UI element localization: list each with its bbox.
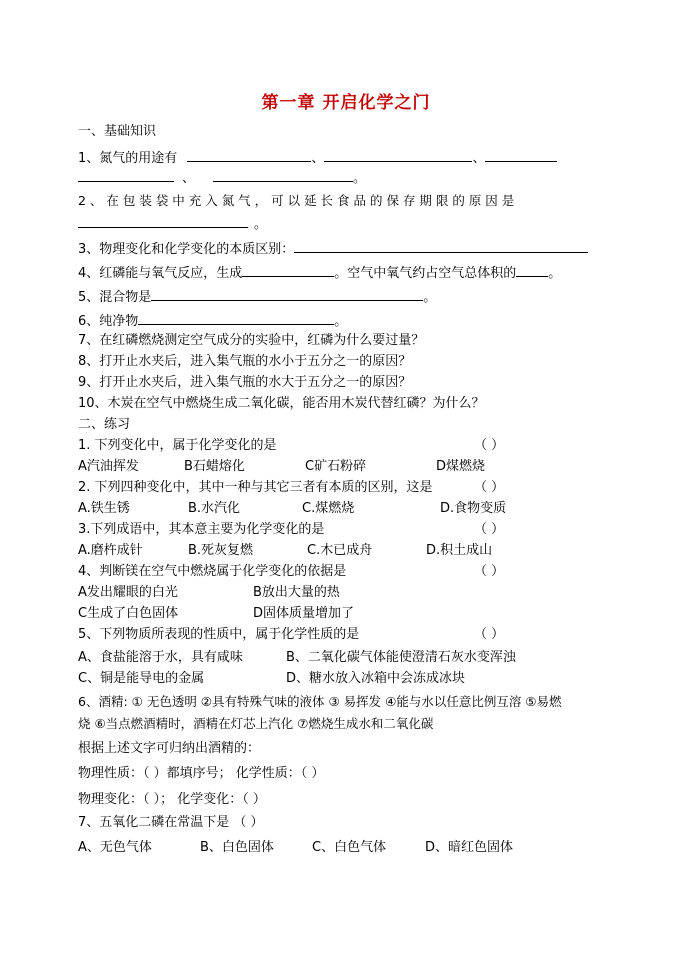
- question-9: 9、打开止水夹后，进入集气瓶的水大于五分之一的原因？: [78, 375, 412, 390]
- practice-6-line-1: 6、酒精: ① 无色透明 ②具有特殊气味的液体 ③ 易挥发 ④能与水以任意比例互溶 ⑤易燃: [78, 694, 562, 709]
- practice-1-stem: 1. 下列变化中，属于化学变化的是: [78, 438, 277, 453]
- question-6: 6、纯净物 。: [78, 314, 348, 329]
- question-8: 8、打开止水夹后，进入集气瓶的水小于五分之一的原因？: [78, 354, 412, 369]
- practice-4-option-d: D固体质量增加了: [253, 606, 355, 621]
- section-heading-basics: 一、基础知识: [78, 124, 157, 139]
- practice-4-option-b: B放出大量的热: [253, 585, 340, 600]
- practice-7-option-d: D、暗红色固体: [425, 840, 514, 855]
- practice-2-option-d: D.食物变质: [440, 501, 507, 516]
- question-2-line-1: 2 、 在 包 装 袋 中 充 入 氮 气 ， 可 以 延 长 食 品 的 保 存 期 限 的 原 因 是: [78, 193, 515, 208]
- question-3: 3、物理变化和化学变化的本质区别：: [78, 240, 588, 258]
- answer-blank: [242, 264, 334, 277]
- answer-parentheses: （ ）: [474, 438, 505, 453]
- practice-3-stem: 3.下列成语中，其本意主要为化学变化的是: [78, 522, 325, 537]
- question-4: 4、红磷能与氧气反应，生成 。空气中氧气约占空气总体积的 。: [78, 266, 562, 281]
- practice-7-option-c: C、白色气体: [312, 840, 387, 855]
- question-1-line-2: 、 。: [78, 169, 366, 187]
- practice-2-option-a: A.铁生锈: [78, 501, 130, 516]
- answer-blank: [78, 215, 248, 228]
- practice-5-option-b: B、二氧化碳气体能使澄清石灰水变浑浊: [286, 650, 516, 665]
- answer-blank: [151, 288, 423, 301]
- practice-5-option-c: C、铜是能导电的金属: [78, 671, 205, 686]
- answer-blank: [138, 312, 334, 325]
- question-7: 7、在红磷燃烧测定空气成分的实验中，红磷为什么要过量？: [78, 333, 425, 348]
- practice-7-stem: 7、五氧化二磷在常温下是 （ ）: [78, 815, 264, 830]
- practice-7-option-a: A、无色气体: [78, 840, 152, 855]
- practice-6-line-3: 根据上述文字可归纳出酒精的：: [78, 741, 261, 756]
- practice-3-option-a: A.磨杵成针: [78, 543, 143, 558]
- practice-6-line-4: 物理性质：（ ）都填序号； 化学性质：（ ）: [78, 766, 325, 781]
- question-10: 10、木炭在空气中燃烧生成二氧化碳，能否用木炭代替红磷？为什么？: [78, 396, 485, 411]
- practice-3-option-c: C.木已成舟: [307, 543, 373, 558]
- practice-1-option-d: D煤燃烧: [436, 459, 486, 474]
- answer-blank: [187, 149, 311, 162]
- practice-4-option-c: C生成了白色固体: [78, 606, 179, 621]
- answer-blank: [294, 240, 588, 253]
- practice-5-option-a: A、食盐能溶于水，具有咸味: [78, 650, 243, 665]
- answer-blank: [485, 149, 557, 162]
- question-1-line-1: 1、氮气的用途有 、 、: [78, 149, 557, 167]
- practice-2-option-b: B.水汽化: [188, 501, 241, 516]
- practice-1-option-a: A汽油挥发: [78, 459, 139, 474]
- page-title: 第一章 开启化学之门: [261, 93, 431, 113]
- answer-blank: [213, 169, 353, 182]
- practice-6-line-2: 烧 ⑥当点燃酒精时，酒精在灯芯上汽化 ⑦燃烧生成水和二氧化碳: [78, 716, 434, 731]
- answer-parentheses: （ ）: [474, 480, 505, 495]
- practice-5-stem: 5、下列物质所表现的性质中，属于化学性质的是: [78, 627, 360, 642]
- practice-7-option-b: B、白色固体: [200, 840, 274, 855]
- answer-parentheses: （ ）: [474, 564, 505, 579]
- practice-1-option-b: B石蜡熔化: [184, 459, 245, 474]
- practice-6-line-5: 物理变化：（ ）； 化学变化：（ ）: [78, 792, 266, 807]
- question-2-line-2: 。: [78, 215, 267, 233]
- question-1-text: 1、氮气的用途有: [78, 151, 178, 166]
- practice-2-stem: 2. 下列四种变化中，其中一种与其它三者有本质的区别，这是: [78, 480, 433, 495]
- question-5: 5、混合物是 。: [78, 290, 437, 305]
- answer-blank: [78, 169, 174, 182]
- answer-blank: [324, 149, 472, 162]
- practice-2-option-c: C.煤燃烧: [302, 501, 355, 516]
- practice-3-option-d: D.积土成山: [426, 543, 493, 558]
- practice-4-option-a: A发出耀眼的白光: [78, 585, 178, 600]
- answer-blank: [516, 264, 548, 277]
- practice-1-option-c: C矿石粉碎: [305, 459, 367, 474]
- practice-4-stem: 4、判断镁在空气中燃烧属于化学变化的依据是: [78, 564, 347, 579]
- answer-parentheses: （ ）: [474, 522, 505, 537]
- section-heading-practice: 二、练习: [78, 417, 131, 432]
- practice-3-option-b: B.死灰复燃: [188, 543, 254, 558]
- practice-5-option-d: D、糖水放入冰箱中会冻成冰块: [286, 671, 466, 686]
- answer-parentheses: （ ）: [474, 627, 505, 642]
